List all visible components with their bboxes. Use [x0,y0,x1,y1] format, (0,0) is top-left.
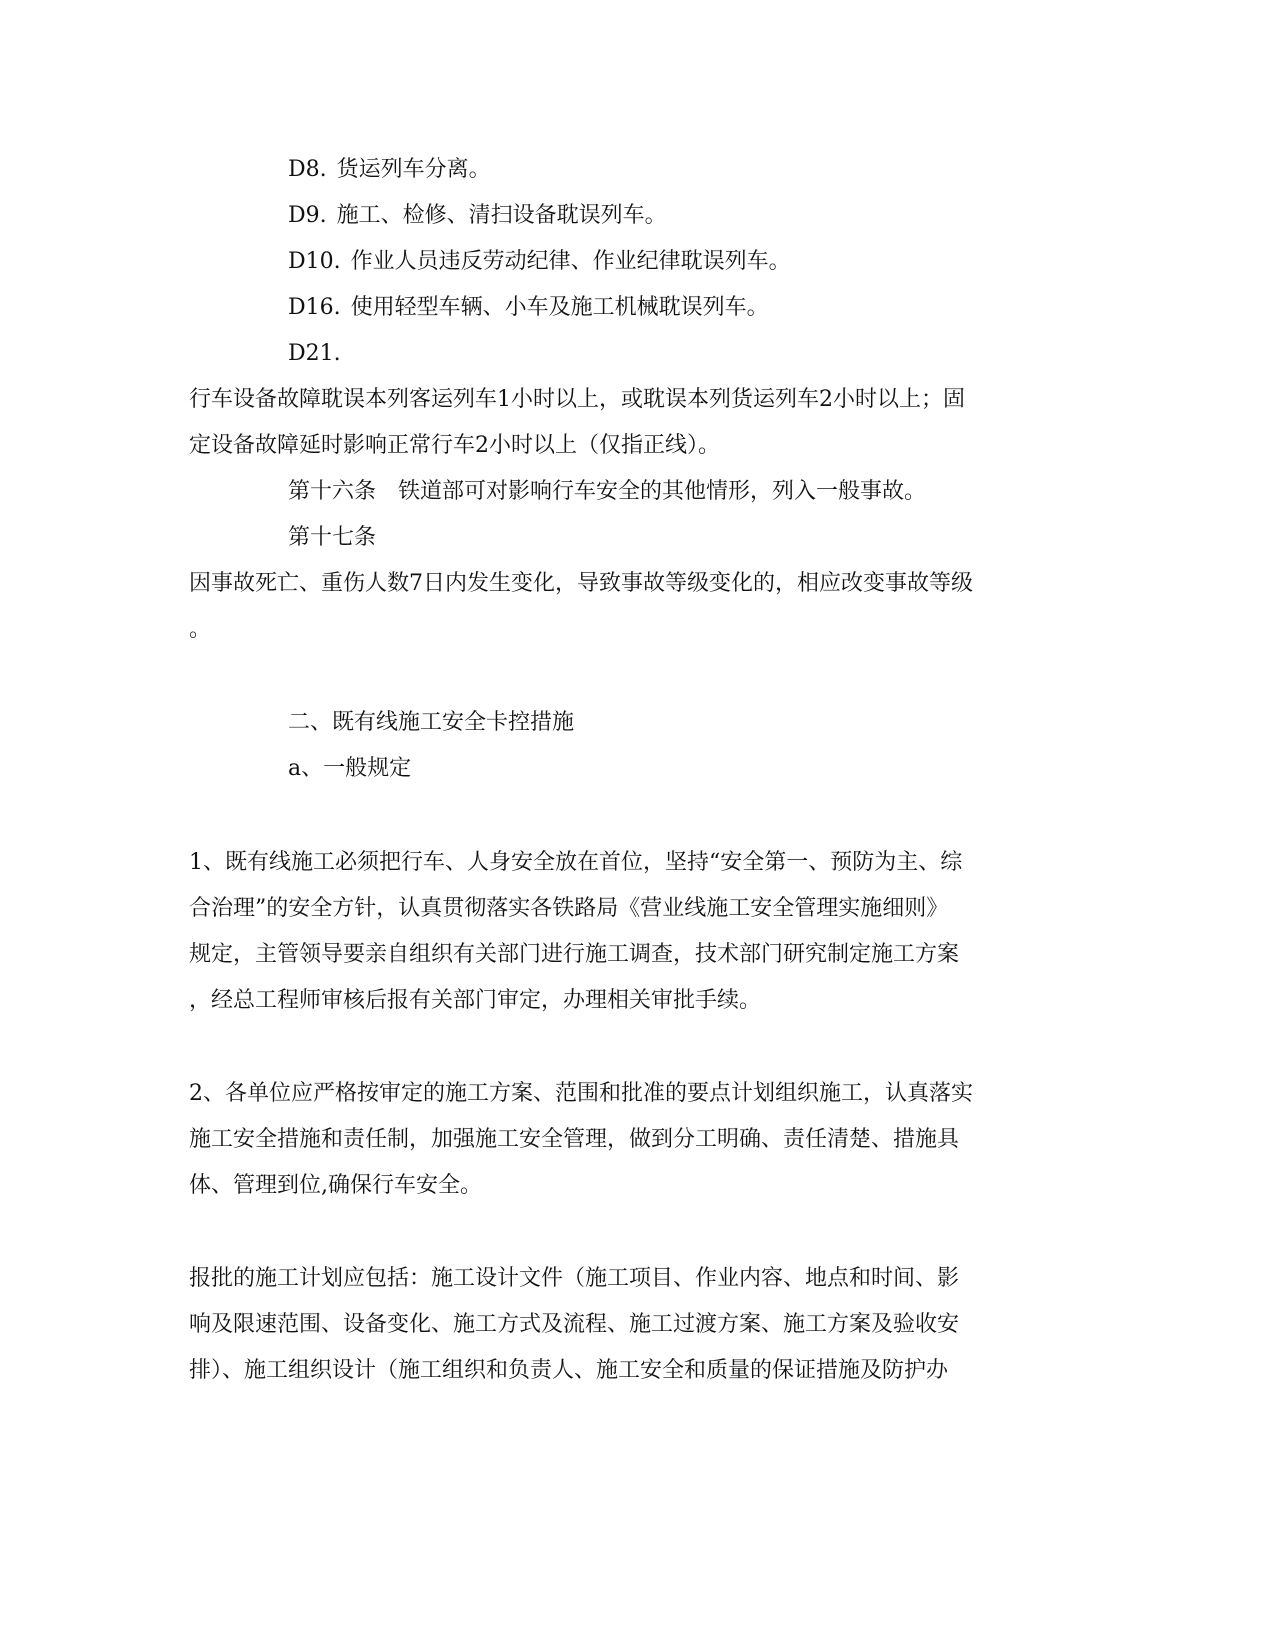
para3-line: 响及限速范围、设备变化、施工方式及流程、施工过渡方案、施工方案及验收安 [189,1312,960,1337]
item-code: D21. [288,341,341,366]
item-text: 施工、检修、清扫设备耽误列车。 [336,203,667,228]
item-code: D16. [288,295,341,320]
item-text: 使用轻型车辆、小车及施工机械耽误列车。 [350,295,769,320]
article-16: 第十六条 铁道部可对影响行车安全的其他情形，列入一般事故。 [288,479,927,504]
item-code: D9. [288,203,327,228]
d21-body-line: 行车设备故障耽误本列客运列车1小时以上，或耽误本列货运列车2小时以上；固 [189,387,965,412]
para3-line: 排）、施工组织设计（施工组织和负责人、施工安全和质量的保证措施及防护办 [189,1358,949,1383]
article-17-body-line: 因事故死亡、重伤人数7日内发生变化，导致事故等级变化的，相应改变事故等级 [189,571,973,596]
item-code: D8. [288,157,327,182]
section-title: 二、既有线施工安全卡控措施 [288,710,575,735]
d21-body-line: 定设备故障延时影响正常行车2小时以上（仅指正线）。 [189,433,720,458]
para1-line: 合治理”的安全方针，认真贯彻落实各铁路局《营业线施工安全管理实施细则》 [189,896,949,921]
subsection-title: a、一般规定 [288,756,412,781]
para2-line: 体、管理到位,确保行车安全。 [189,1173,482,1198]
item-d21 [288,339,351,369]
para1-line: ，经总工程师审核后报有关部门审定，办理相关审批手续。 [189,988,762,1013]
item-d9 [288,201,667,231]
para3-line: 报批的施工计划应包括：施工设计文件（施工项目、作业内容、地点和时间、影 [189,1266,960,1291]
item-text: 作业人员违反劳动纪律、作业纪律耽误列车。 [350,249,791,274]
para2-line: 2、各单位应严格按审定的施工方案、范围和批准的要点计划组织施工，认真落实 [189,1081,973,1106]
article-17-title: 第十七条 [288,525,377,550]
para1-line: 1、既有线施工必须把行车、人身安全放在首位，坚持“安全第一、预防为主、综 [189,850,963,875]
item-text: 货运列车分离。 [336,157,491,182]
para2-line: 施工安全措施和责任制，加强施工安全管理，做到分工明确、责任清楚、措施具 [189,1127,960,1152]
item-code: D10. [288,249,341,274]
para1-line: 规定，主管领导要亲自组织有关部门进行施工调查，技术部门研究制定施工方案 [189,942,960,967]
article-17-body-line: 。 [189,617,212,642]
item-d8 [288,155,491,185]
item-d10 [288,247,791,277]
item-d16 [288,293,769,323]
